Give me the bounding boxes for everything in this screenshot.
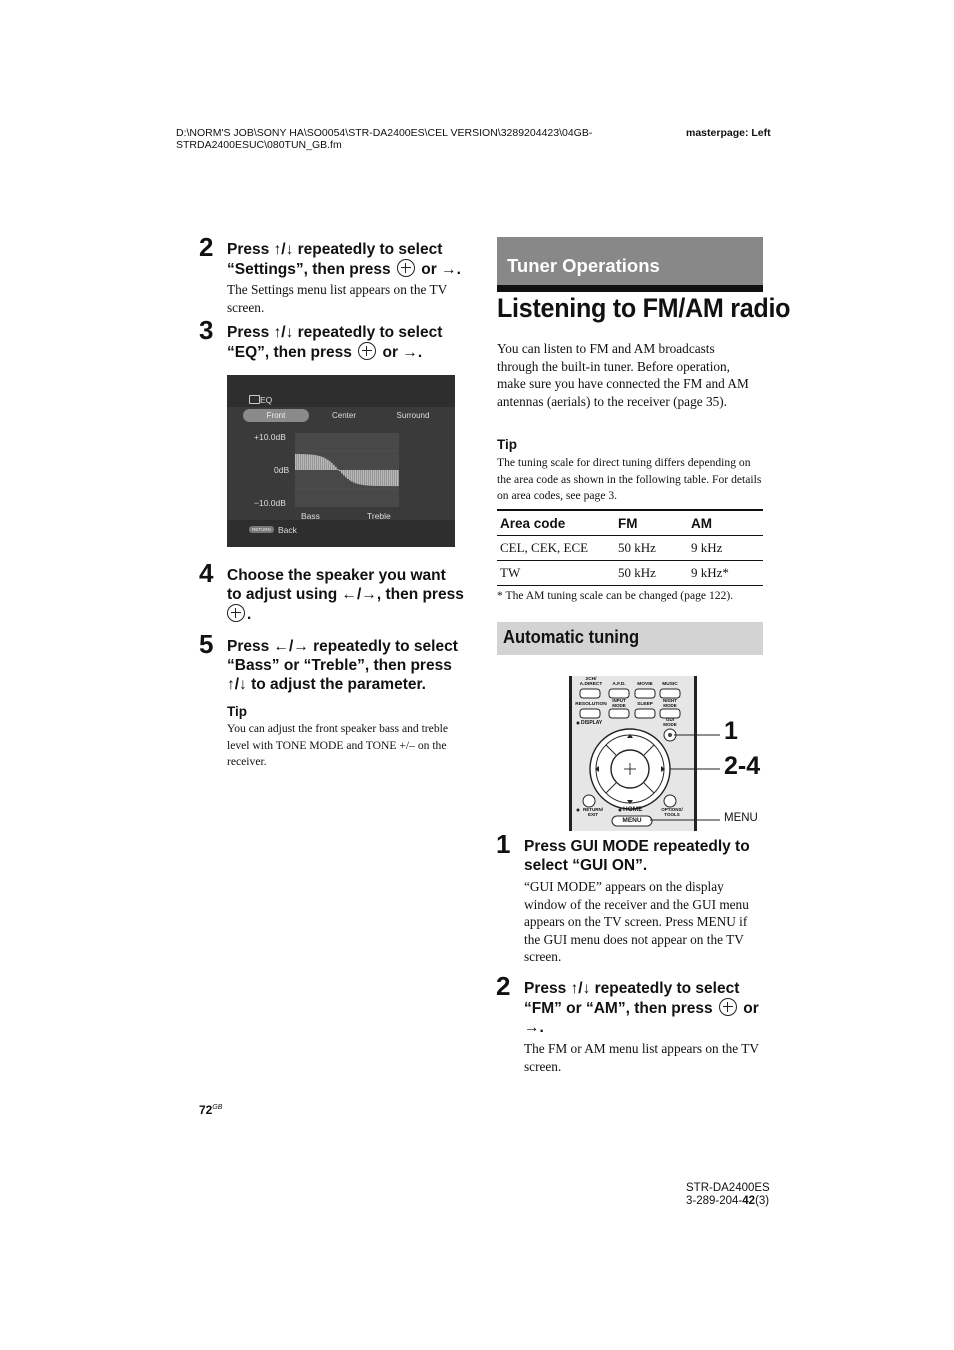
step-heading: Press ↑/↓ repeatedly to select “Settings”, then press or →. <box>227 241 461 278</box>
back-label: Back <box>278 525 297 535</box>
eq-bar <box>337 469 339 470</box>
step-heading: Press ←/→ repeatedly to select “Bass” or “Treble”, then press ↑/↓ to adjust the parameter. <box>227 638 458 693</box>
remote-return-label: RETURN/ EXIT <box>583 807 603 817</box>
table-cell: 50 kHz <box>615 561 688 586</box>
remote-nightmode-label: NIGHT MODE <box>663 698 677 708</box>
eq-bar <box>349 470 351 480</box>
eq-bar <box>325 459 327 470</box>
eq-bar <box>297 454 299 470</box>
intro-text: You can listen to FM and AM broadcasts through the built-in tuner. Before operation, make sure you have connected the FM and AM antennas (aerials) to the receiver (page 35). <box>497 341 749 409</box>
eq-bar <box>363 470 365 485</box>
eq-bar <box>361 470 363 485</box>
remote-2ch-label: 2CH/ A.DIRECT <box>579 677 603 687</box>
remote-resolution-label: RESOLUTION <box>575 702 607 707</box>
eq-bar <box>335 467 337 470</box>
tip-label: Tip <box>497 437 517 452</box>
enter-button-icon <box>358 342 376 360</box>
eq-bar <box>331 463 333 470</box>
column-header: Area code <box>497 510 615 536</box>
step-number: 3 <box>199 315 214 345</box>
page-title: Listening to FM/AM radio <box>497 293 791 323</box>
subsection-title: Automatic tuning <box>503 627 640 647</box>
table-cell: 50 kHz <box>615 536 688 561</box>
eq-bar <box>387 470 389 486</box>
eq-bar <box>359 470 361 484</box>
eq-bar <box>305 454 307 470</box>
table-row <box>497 561 763 586</box>
remote-afd-label: A.F.D. <box>612 682 626 687</box>
table-cell: 9 kHz <box>688 536 763 561</box>
eq-bar <box>393 470 395 486</box>
table-cell: 9 kHz* <box>688 561 763 586</box>
eq-bar <box>339 470 341 471</box>
eq-bar <box>395 470 397 486</box>
remote-inputmode-label: INPUT MODE <box>612 698 626 708</box>
eq-bar <box>381 470 383 486</box>
file-path <box>176 127 636 151</box>
step-body: The FM or AM menu list appears on the TV screen. <box>524 1041 759 1074</box>
eq-bar <box>299 454 301 470</box>
callout-1: 1 <box>724 717 738 745</box>
eq-screen <box>227 375 455 547</box>
eq-bar <box>345 470 347 477</box>
level-minus10: −10.0dB <box>254 498 286 508</box>
table-cell: TW <box>497 561 615 586</box>
callout-lines <box>640 717 720 830</box>
eq-bar <box>329 461 331 470</box>
eq-bar <box>357 470 359 484</box>
eq-bar <box>367 470 369 486</box>
enter-button-icon <box>719 998 737 1016</box>
callout-menu: MENU <box>724 812 758 824</box>
eq-bar <box>379 470 381 486</box>
step-number: 2 <box>199 232 214 262</box>
remote-sleep-label: SLEEP <box>637 702 653 707</box>
eq-bar <box>321 457 323 470</box>
eq-bar <box>317 456 319 470</box>
step-heading: Press ↑/↓ repeatedly to select “FM” or “AM”, then press or →. <box>524 980 759 1036</box>
eq-bar <box>315 455 317 470</box>
eq-bar <box>343 470 345 475</box>
file-path-line1: D:\NORM'S JOB\SONY HA\SO0054\STR-DA2400ES\CEL VERSION\3289204423\04GB- <box>176 127 593 139</box>
eq-bar <box>333 465 335 470</box>
remote-guimode-label: GUI MODE <box>663 717 677 727</box>
eq-bar <box>385 470 387 486</box>
file-path-line2: STRDA2400ESUC\080TUN_GB.fm <box>176 139 342 151</box>
page-number: $72^{GB}$ <box>199 1103 223 1117</box>
step-number: 4 <box>199 558 214 588</box>
eq-bar <box>323 458 325 470</box>
callout-2-4: 2-4 <box>724 752 761 780</box>
eq-bar <box>303 454 305 470</box>
speaker-icon <box>249 395 260 404</box>
section-header-underline <box>497 285 763 292</box>
level-0: 0dB <box>274 465 290 475</box>
table-header-row <box>497 510 763 536</box>
eq-bar <box>351 470 353 482</box>
eq-bar <box>369 470 371 486</box>
eq-bar <box>319 456 321 470</box>
tuning-scale-table <box>497 509 763 586</box>
remote-menu-button[interactable]: MENU <box>622 817 642 824</box>
eq-bar <box>347 470 349 479</box>
step-heading: Choose the speaker you want to adjust using ←/→, then press . <box>227 567 464 623</box>
footer-model: STR-DA2400ES 3-289-204-42(3) <box>686 1182 770 1207</box>
enter-button-icon <box>227 604 245 622</box>
tab-surround[interactable]: Surround <box>396 411 430 420</box>
remote-movie-label: MOVIE <box>637 682 653 687</box>
eq-bar <box>373 470 375 486</box>
eq-graph <box>295 433 399 507</box>
table-cell: CEL, CEK, ECE <box>497 536 615 561</box>
remote-options-label: OPTIONS/ TOOLS <box>661 807 683 817</box>
eq-bar <box>365 470 367 485</box>
eq-bar <box>313 455 315 470</box>
step-body: The Settings menu list appears on the TV screen. <box>227 282 447 315</box>
column-header: AM <box>688 510 763 536</box>
step-number: 2 <box>496 971 511 1001</box>
eq-bar <box>391 470 393 486</box>
tip-text: You can adjust the front speaker bass and treble level with TONE MODE and TONE +/– on the receiver. <box>227 722 448 768</box>
level-plus10: +10.0dB <box>254 432 286 442</box>
tab-front[interactable]: Front <box>243 409 309 422</box>
eq-bar <box>301 454 303 470</box>
remote-music-label: MUSIC <box>662 682 678 687</box>
eq-bar <box>377 470 379 486</box>
eq-bar <box>309 454 311 470</box>
step-heading: Press GUI MODE repeatedly to select “GUI ON”. <box>524 838 750 874</box>
eq-bar <box>355 470 357 483</box>
section-title: Tuner Operations <box>507 255 660 276</box>
remote-display-label: DISPLAY <box>581 720 603 726</box>
eq-bar <box>371 470 373 486</box>
masterpage-label: masterpage: Left <box>686 127 771 139</box>
step-number: 1 <box>496 829 511 859</box>
eq-bar <box>341 470 343 473</box>
eq-bar <box>353 470 355 483</box>
tip-label: Tip <box>227 704 247 719</box>
eq-bar <box>307 454 309 470</box>
eq-bar <box>327 460 329 470</box>
eq-bar <box>375 470 377 486</box>
step-heading: Press ↑/↓ repeatedly to select “EQ”, then press or →. <box>227 324 443 361</box>
band-bass: Bass <box>301 511 320 521</box>
tip-text: The tuning scale for direct tuning differs depending on the area code as shown in the following table. For details on area codes, see page 3. <box>497 456 762 502</box>
eq-bar <box>311 455 313 470</box>
step-body: “GUI MODE” appears on the display window of the receiver and the GUI menu appears on the TV screen. Press MENU if the GUI menu does not appear on the TV screen. <box>524 879 749 964</box>
band-treble: Treble <box>367 511 391 521</box>
column-header: FM <box>615 510 688 536</box>
return-badge: RETURN <box>249 526 274 533</box>
tab-center[interactable]: Center <box>331 411 356 420</box>
eq-bar <box>389 470 391 486</box>
step-number: 5 <box>199 629 214 659</box>
eq-bar <box>383 470 385 486</box>
table-footnote: * The AM tuning scale can be changed (page 122). <box>497 589 734 602</box>
table-row <box>497 536 763 561</box>
eq-bar <box>397 470 399 486</box>
eq-title: EQ <box>260 395 273 405</box>
eq-bar <box>295 454 297 470</box>
remote-home-label: HOME <box>623 806 643 813</box>
enter-button-icon <box>397 259 415 277</box>
